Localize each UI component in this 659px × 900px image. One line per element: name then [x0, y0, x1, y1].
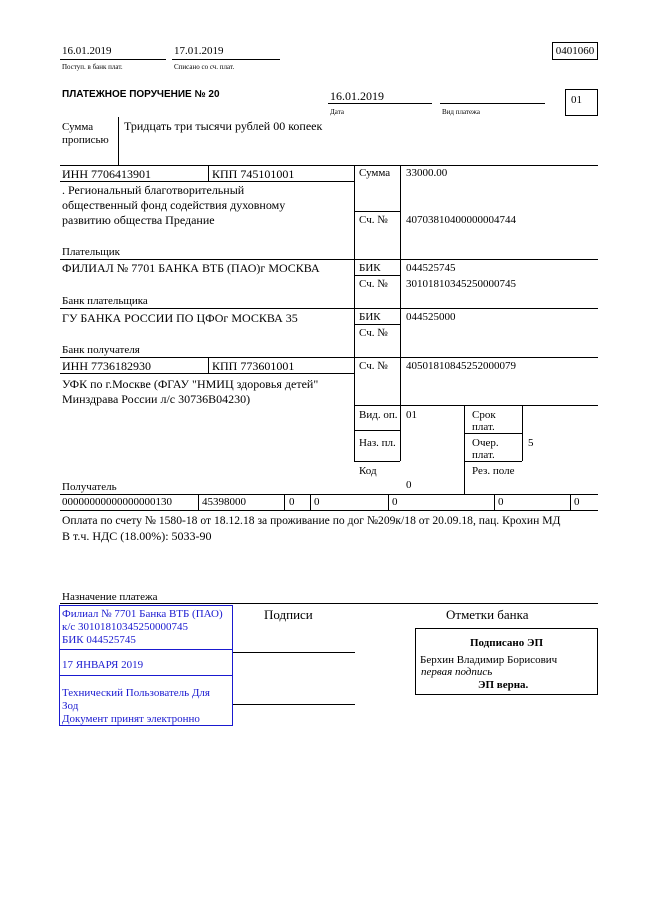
grid-line-operation-top [354, 405, 598, 406]
amount-words-divider [118, 117, 119, 165]
payer-account-value: 40703810400000004744 [406, 214, 516, 226]
grid-divider-payee-inn-kpp [208, 357, 209, 373]
form-code: 0401060 [555, 45, 595, 57]
bank-stamp-footer-2: Зод [62, 700, 79, 712]
payee-kpp: КПП 773601001 [212, 359, 295, 373]
bank-stamp-divider-2 [59, 675, 233, 676]
signatures-label: Подписи [264, 607, 313, 622]
bank-stamp-line-1: Филиал № 7701 Банка ВТБ (ПАО) [62, 608, 223, 620]
tax-divider-1 [198, 494, 199, 510]
tax-field-oktmo: 45398000 [202, 496, 246, 508]
sum-value: 33000.00 [406, 167, 448, 179]
payment-type-label: Вид платежа [442, 108, 481, 116]
tax-field-kbk: 00000000000000000130 [62, 496, 172, 508]
status-code: 01 [571, 94, 582, 106]
grid-divider-labels-left [354, 165, 355, 461]
payee-bank-account-label: Сч. № [359, 327, 388, 339]
e-signature-signer: Берхин Владимир Борисович [420, 654, 558, 666]
debited-date: 17.01.2019 [174, 45, 224, 57]
tax-divider-3 [310, 494, 311, 510]
payer-name-line-1: . Региональный благотворительный [62, 183, 245, 197]
payer-bank-bik-label: БИК [359, 262, 381, 274]
grid-line-bik1 [354, 275, 400, 276]
grid-line-ocher [464, 461, 522, 462]
ocher-value: 5 [528, 437, 534, 449]
ocher-label-2: плат. [472, 449, 495, 461]
payer-name-line-3: развитию общества Предание [62, 213, 215, 227]
payee-bank-bik-value: 044525000 [406, 311, 456, 323]
grid-line-sum-account [354, 211, 400, 212]
payee-bank-name: ГУ БАНКА РОССИИ ПО ЦФОг МОСКВА 35 [62, 311, 298, 325]
payee-inn: ИНН 7736182930 [62, 359, 151, 373]
bank-stamp-footer-1: Технический Пользователь Для [62, 687, 210, 699]
e-signature-title: Подписано ЭП [469, 637, 544, 649]
grid-divider-srok [522, 405, 523, 461]
tax-field-5: 0 [392, 496, 398, 508]
payee-name-line-1: УФК по г.Москве (ФГАУ "НМИЦ здоровья детей" [62, 377, 319, 391]
grid-line-vidop [354, 430, 400, 431]
tax-divider-4 [388, 494, 389, 510]
page-title: ПЛАТЕЖНОЕ ПОРУЧЕНИЕ № 20 [62, 89, 220, 100]
payee-bank-bik-label: БИК [359, 311, 381, 323]
document-date-label: Дата [330, 108, 344, 116]
bank-stamp-footer-3: Документ принят электронно [62, 713, 200, 725]
e-signature-status: ЭП верна. [478, 679, 529, 691]
payment-type-line [440, 103, 545, 104]
document-date: 16.01.2019 [330, 89, 384, 103]
document-date-line [328, 103, 432, 104]
amount-words-label-1: Сумма [62, 121, 94, 133]
payer-bank-bik-value: 044525745 [406, 262, 456, 274]
signature-line-1 [232, 652, 355, 653]
payee-name-line-2: Минздрава России л/с 30736В04230) [62, 392, 251, 406]
purpose-line-1: Оплата по счету № 1580-18 от 18.12.18 за проживание по дог №209к/18 от 20.09.18, пац. Крохин МД [62, 514, 561, 527]
received-date: 16.01.2019 [62, 45, 112, 57]
amount-words-label-2: прописью [62, 134, 109, 146]
grid-line-payer-top [60, 165, 598, 166]
sum-label: Сумма [359, 167, 391, 179]
grid-line-bik2 [354, 324, 400, 325]
tax-field-4: 0 [314, 496, 320, 508]
grid-divider-inn-kpp [208, 165, 209, 181]
payee-account-value: 40501810845252000079 [406, 360, 516, 372]
bank-stamp-line-2: к/с 30101810345250000745 [62, 621, 189, 633]
tax-field-6: 0 [498, 496, 504, 508]
payer-name-line-2: общественный фонд содействия духовному [62, 198, 286, 212]
tax-field-3: 0 [289, 496, 295, 508]
ocher-label-1: Очер. [472, 437, 499, 449]
grid-line-payerbank-bottom [60, 308, 598, 309]
bank-stamp-line-3: БИК 044525745 [62, 634, 136, 646]
payer-account-label: Сч. № [359, 214, 388, 226]
tax-field-7: 0 [574, 496, 580, 508]
payer-bank-name: ФИЛИАЛ № 7701 БАНКА ВТБ (ПАО)г МОСКВА [62, 261, 320, 275]
signature-line-2 [232, 704, 355, 705]
payer-kpp: КПП 745101001 [212, 167, 295, 181]
grid-line-purpose [60, 603, 598, 604]
vid-op-label: Вид. оп. [359, 409, 398, 421]
payee-label: Получатель [62, 481, 117, 493]
amount-words-value: Тридцать три тысячи рублей 00 копеек [124, 119, 323, 133]
grid-line-payer-bottom [60, 259, 598, 260]
bank-stamp-date: 17 ЯНВАРЯ 2019 [62, 659, 144, 671]
status-code-box [565, 89, 598, 116]
e-signature-role: первая подпись [421, 666, 493, 678]
payer-bank-account-label: Сч. № [359, 278, 388, 290]
debited-date-line [172, 59, 280, 60]
grid-line-payeebank-bottom [60, 357, 598, 358]
bank-stamp-divider-1 [59, 649, 233, 650]
payer-label: Плательщик [62, 246, 120, 258]
payee-account-label: Сч. № [359, 360, 388, 372]
tax-divider-2 [284, 494, 285, 510]
purpose-line-2: В т.ч. НДС (18.00%): 5033-90 [62, 529, 212, 543]
kod-value: 0 [406, 479, 412, 491]
grid-line-tax-bottom [60, 510, 598, 511]
rez-pole-label: Рез. поле [472, 465, 515, 477]
debited-date-label: Списано со сч. плат. [174, 63, 235, 71]
payer-inn: ИНН 7706413901 [62, 167, 151, 181]
received-date-label: Поступ. в банк плат. [62, 63, 123, 71]
bank-marks-label: Отметки банка [446, 607, 529, 622]
grid-line-payee-bottom [60, 494, 598, 495]
form-code-box [552, 42, 598, 60]
payer-bank-label: Банк плательщика [62, 295, 148, 307]
kod-label: Код [359, 465, 377, 477]
vid-op-value: 01 [406, 409, 417, 421]
purpose-label: Назначение платежа [62, 591, 158, 603]
srok-label-1: Срок [472, 409, 496, 421]
tax-divider-5 [494, 494, 495, 510]
grid-line-nazpl [354, 461, 400, 462]
tax-divider-6 [570, 494, 571, 510]
payer-bank-account-value: 30101810345250000745 [406, 278, 516, 290]
naz-pl-label: Наз. пл. [359, 437, 396, 449]
grid-line-srok [464, 433, 522, 434]
received-date-line [60, 59, 166, 60]
grid-divider-operation [464, 405, 465, 494]
srok-label-2: плат. [472, 421, 495, 433]
grid-divider-labels-right [400, 165, 401, 461]
payee-bank-label: Банк получателя [62, 344, 140, 356]
